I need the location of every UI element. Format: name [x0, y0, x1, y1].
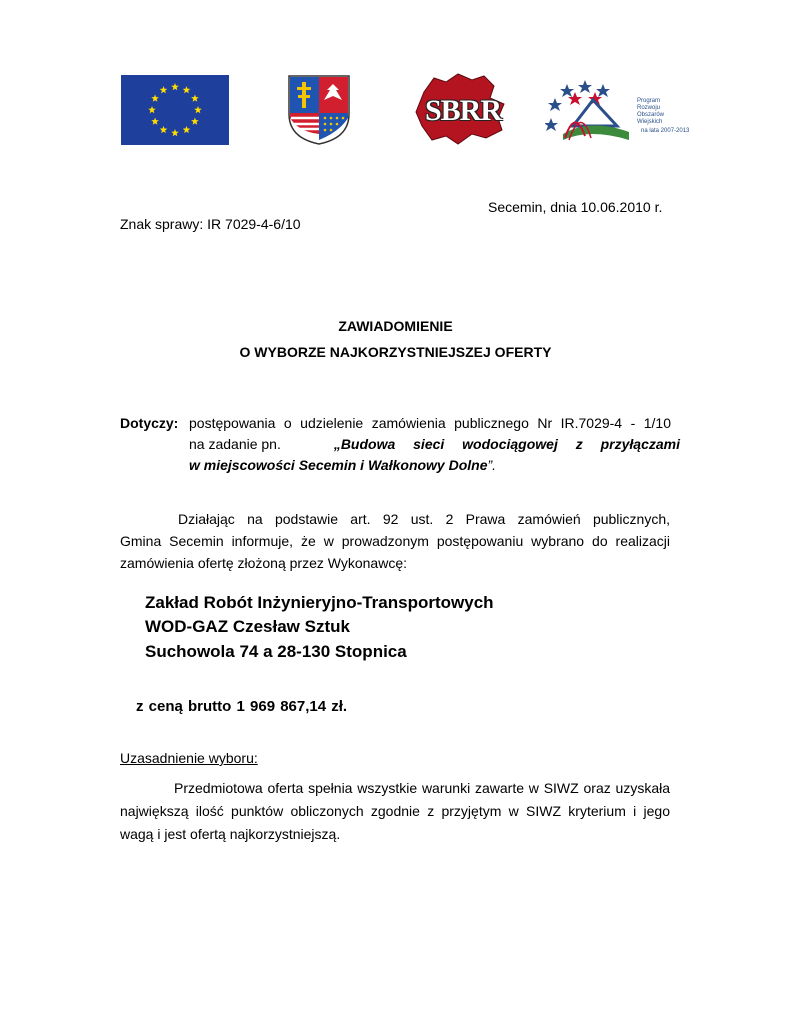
prow-logo: [545, 78, 690, 144]
place-date: Secemin, dnia 10.06.2010 r.: [488, 199, 663, 215]
concerning-line-2-prefix: na zadanie pn.: [189, 436, 281, 452]
prow-text-line: Wiejskich: [637, 119, 663, 125]
body-line-1: Działając na podstawie art. 92 ust. 2 Prawa zamówień publicznych,: [178, 511, 670, 527]
contractor-address: Suchowola 74 a 28-130 Stopnica: [145, 642, 407, 661]
tender-title-end: ”.: [487, 457, 497, 473]
justification-line-2: największą ilość punktów obliczonych zgodnie z przyjętym w SIWZ kryterium i jego: [120, 803, 670, 819]
concerning-line-2: [189, 435, 680, 453]
tender-title-part-1: „Budowa sieci wodociągowej z przyłączami: [333, 436, 680, 452]
document-subtitle: O WYBORZE NAJKORZYSTNIEJSZEJ OFERTY: [239, 344, 552, 360]
gross-price: z ceną brutto 1 969 867,14 zł.: [136, 698, 348, 715]
concerning-line-3: [189, 456, 496, 474]
prow-text-line: Obszarów: [637, 112, 665, 118]
concerning-label: Dotyczy:: [120, 415, 179, 431]
sbrr-logo-text: SBRR: [424, 94, 502, 127]
case-number: Znak sprawy: IR 7029-4-6/10: [120, 216, 301, 232]
justification-line-3: wagą i jest ofertą najkorzystniejszą.: [120, 826, 341, 842]
justification-line-1: Przedmiotowa oferta spełnia wszystkie warunki zawarte w SIWZ oraz uzyskała: [174, 780, 670, 796]
concerning-line-1: postępowania o udzielenie zamówienia publicznego Nr IR.7029-4 - 1/10: [189, 415, 671, 431]
prow-text-line: Rozwoju: [637, 105, 661, 111]
prow-text-line: na lata 2007-2013: [641, 128, 690, 134]
eu-flag-logo: [121, 75, 229, 145]
document-title: ZAWIADOMIENIE: [338, 318, 453, 334]
justification-heading: Uzasadnienie wyboru:: [120, 750, 258, 766]
body-line-3: zamówienia ofertę złożoną przez Wykonawcę:: [120, 555, 408, 571]
tender-title-part-2: w miejscowości Secemin i Wałkonowy Dolne: [189, 457, 488, 473]
contractor-name: Zakład Robót Inżynieryjno-Transportowych: [145, 593, 494, 612]
coat-of-arms-logo: [287, 74, 351, 146]
body-line-2: Gmina Secemin informuje, że w prowadzonym postępowaniu wybrano do realizacji: [120, 533, 670, 549]
prow-text-line: Program: [637, 98, 661, 104]
contractor-company: WOD-GAZ Czesław Sztuk: [145, 617, 350, 636]
sbrr-logo: [412, 72, 514, 146]
